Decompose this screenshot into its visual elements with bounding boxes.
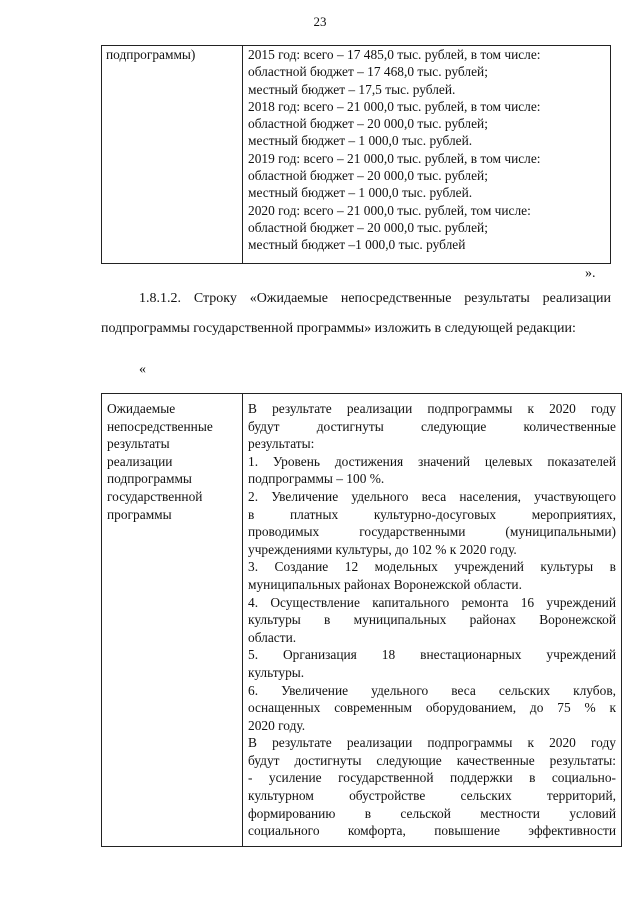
results-table-label-cell (102, 394, 243, 847)
funding-line: местный бюджет – 1 000,0 тыс. рублей. (248, 133, 473, 149)
results-text-line: культурном обустройстве сельских территорий, (248, 788, 616, 804)
results-table-content-cell (243, 394, 622, 847)
results-text-line: 4. Осуществление капитального ремонта 16 учреждений (248, 594, 616, 610)
results-label-line: подпрограммы (107, 471, 192, 487)
results-text-line: учреждениями культуры, до 102 % к 2020 году. (248, 541, 517, 557)
results-label-line: непосредственные (107, 418, 213, 434)
funding-line: 2018 год: всего – 21 000,0 тыс. рублей, в том числе: (248, 98, 541, 114)
results-text-line: 6. Увеличение удельного веса сельских клубов, (248, 682, 616, 698)
funding-line: местный бюджет – 1 000,0 тыс. рублей. (248, 185, 473, 201)
results-text-line: 2020 году. (248, 717, 306, 733)
results-text-line: 5. Организация 18 внестационарных учреждений (248, 647, 616, 663)
results-text-line: В результате реализации подпрограммы к 2020 году (248, 735, 616, 751)
funding-line: областной бюджет – 20 000,0 тыс. рублей; (248, 168, 488, 184)
amendment-paragraph: 1.8.1.2. Строку «Ожидаемые непосредственные результаты реализации подпрограммы государственной программы» изложить в следующей редакции: (101, 291, 611, 336)
funding-line: 2019 год: всего – 21 000,0 тыс. рублей, в том числе: (248, 150, 541, 166)
results-text-line: культуры. (248, 664, 305, 680)
results-label-line: результаты (107, 436, 170, 452)
results-label-line: Ожидаемые (107, 401, 176, 416)
results-text-line: в платных культурно-досуговых мероприятиях, (248, 506, 616, 522)
results-text-line: проводимых государственными (муниципальными) (248, 524, 616, 540)
closing-quote: ». (585, 266, 596, 281)
results-text-line: подпрограммы – 100 %. (248, 471, 385, 487)
funding-line: 2015 год: всего – 17 485,0 тыс. рублей, в том числе: (248, 47, 541, 62)
results-text-line: результаты: (248, 436, 315, 452)
results-text-line: муниципальных районах Воронежской области. (248, 576, 522, 592)
results-text-line: культуры в муниципальных районах Воронежской (248, 612, 616, 628)
results-text-line: оснащенных современным оборудованием, до 75 % к (248, 700, 616, 716)
results-label-line: реализации (107, 453, 173, 469)
results-label-line: программы (107, 506, 172, 522)
opening-quote: « (139, 362, 146, 377)
results-table (101, 393, 622, 847)
results-text-line: социального комфорта, повышение эффективности (248, 823, 616, 839)
funding-table (101, 45, 611, 264)
funding-line: областной бюджет – 20 000,0 тыс. рублей; (248, 219, 488, 235)
results-text-line: 1. Уровень достижения значений целевых показателей (248, 453, 616, 469)
results-text-line: будут достигнуты следующие количественные (248, 418, 616, 434)
page-number: 23 (313, 14, 327, 29)
funding-line: местный бюджет –1 000,0 тыс. рублей (248, 237, 466, 253)
results-label-line: государственной (107, 488, 203, 504)
funding-line: областной бюджет – 17 468,0 тыс. рублей; (248, 64, 488, 80)
results-text-line: будут достигнуты следующие качественные результаты: (248, 752, 616, 768)
funding-line: местный бюджет – 17,5 тыс. рублей. (248, 81, 456, 97)
results-text-line: формированию в сельской местности условий (248, 805, 616, 821)
funding-line: 2020 год: всего – 21 000,0 тыс. рублей, том числе: (248, 202, 531, 218)
results-text-line: 3. Создание 12 модельных учреждений культуры в (248, 559, 616, 575)
results-text-line: области. (248, 629, 297, 645)
results-text-line: В результате реализации подпрограммы к 2020 году (248, 401, 616, 416)
funding-table-label-cell (102, 46, 243, 264)
results-text-line: 2. Увеличение удельного веса населения, участвующего (248, 488, 616, 504)
funding-line: областной бюджет – 20 000,0 тыс. рублей; (248, 116, 488, 132)
results-text-line: - усиление государственной поддержки в социально- (248, 770, 616, 786)
funding-table-label: подпрограммы) (106, 47, 196, 62)
funding-table-amounts-cell (243, 46, 611, 264)
